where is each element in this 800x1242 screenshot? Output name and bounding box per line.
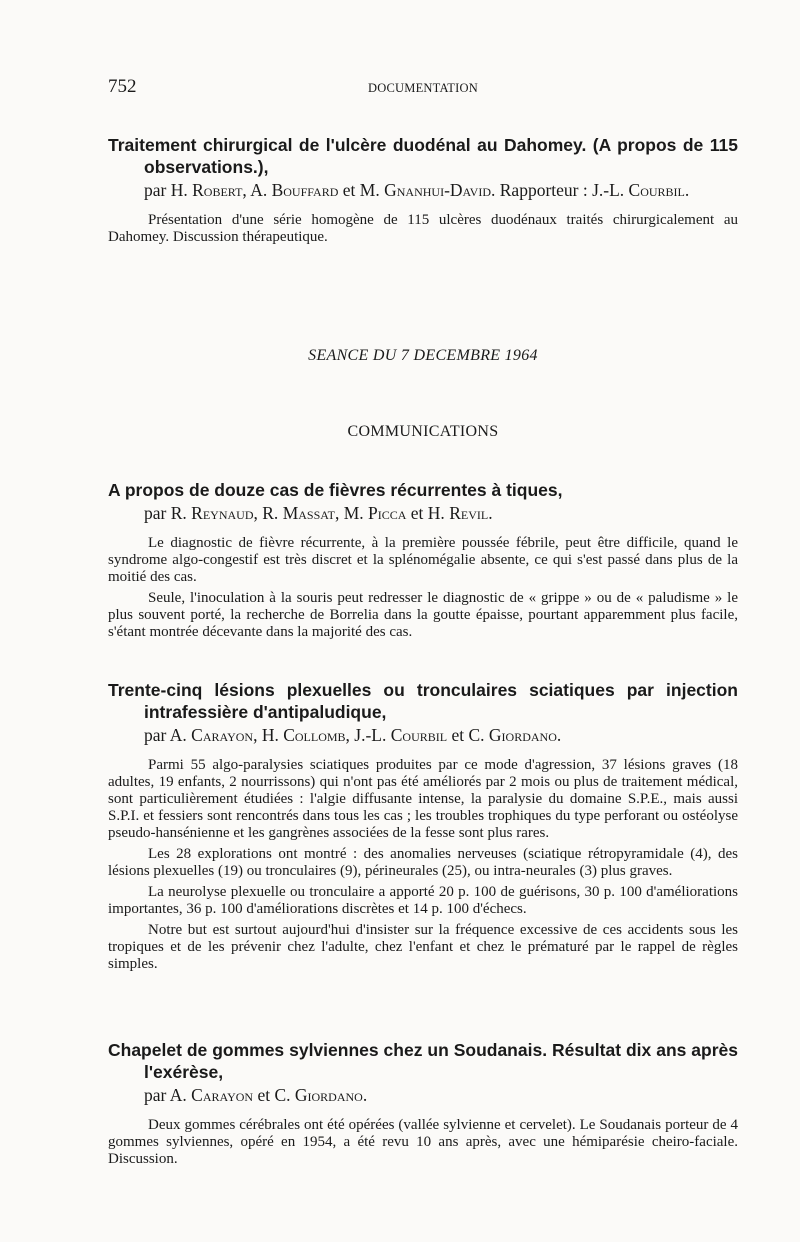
author-name: Bouffard — [271, 180, 339, 200]
author-name: Gnanhui-David — [384, 180, 491, 200]
article-gommes-sylviennes — [108, 1039, 738, 1168]
byline-prefix: par A. — [144, 1085, 192, 1105]
article-authors — [144, 725, 738, 746]
byline-separator: et M. — [338, 180, 385, 200]
byline-separator: , M. — [334, 503, 368, 523]
page-number: 752 — [108, 76, 137, 97]
author-name: Courbil — [628, 180, 685, 200]
article-title: Chapelet de gommes sylviennes chez un Soudanais. Résultat dix ans après l'exérèse, — [108, 1040, 738, 1082]
author-name: Massat — [282, 503, 335, 523]
paragraph: La neurolyse plexuelle ou tronculaire a apporté 20 p. 100 de guérisons, 30 p. 100 d'améliorations importantes, 36 p. 100 d'améliorations discrètes et 14 p. 100 d'échecs. — [108, 884, 738, 917]
article-body — [108, 212, 738, 246]
author-name: Carayon — [191, 1085, 254, 1105]
paragraph: Parmi 55 algo-paralysies sciatiques produites par ce mode d'agression, 37 lésions graves (18 adultes, 19 enfants, 2 nourrissons) qui n'ont pas été améliorés par 2 mois ou plus de traitement médical, sont particulièrement étudiées : l'algie diffusante intense, la paralysie du domaine S.P.E., mais aussi S.P.I. et fessiers sont rencontrés dans tous les cas ; les troubles trophiques du type perforant ou ostéolyse pseudo-hansénienne et les gangrènes associées de la fesse sont plus rares. — [108, 757, 738, 841]
author-name: Giordano — [488, 725, 557, 745]
byline-separator: . — [488, 503, 493, 523]
author-name: Carayon — [191, 725, 254, 745]
article-body — [108, 757, 738, 973]
article-ulcere-duodenal — [108, 134, 738, 246]
paragraph: Le diagnostic de fièvre récurrente, à la première poussée fébrile, peut être difficile, quand le syndrome algo-congestif est très discret et la splénomégalie absente, ce qui s'est passé dans plus de la moitié des cas. — [108, 535, 738, 585]
article-authors — [144, 503, 738, 524]
byline-separator: . — [556, 725, 562, 745]
paragraph: Présentation d'une série homogène de 115 ulcères duodénaux traités chirurgicalement au Dahomey. Discussion thérapeutique. — [108, 212, 738, 245]
byline-separator: , R. — [253, 503, 283, 523]
byline-prefix: par A. — [144, 725, 192, 745]
author-name: Collomb — [283, 725, 346, 745]
byline-prefix: par H. — [144, 180, 193, 200]
page-header — [108, 76, 738, 104]
article-authors — [144, 180, 738, 201]
author-name: Revil — [449, 503, 489, 523]
article-title: Trente-cinq lésions plexuelles ou tronculaires sciatiques par injection intrafessière d'antipaludique, — [108, 680, 738, 722]
byline-prefix: par R. — [144, 503, 192, 523]
article-lesions-sciatiques — [108, 679, 738, 973]
byline-separator: et C. — [253, 1085, 295, 1105]
author-name: Courbil — [390, 725, 448, 745]
byline-separator: , A. — [242, 180, 272, 200]
author-name: Giordano — [294, 1085, 363, 1105]
byline-separator: , H. — [253, 725, 284, 745]
byline-separator: et H. — [406, 503, 450, 523]
author-name: Reynaud — [191, 503, 254, 523]
article-title: A propos de douze cas de fièvres récurrentes à tiques, — [108, 480, 563, 500]
byline-separator: . — [684, 180, 690, 200]
paragraph: Notre but est surtout aujourd'hui d'insister sur la fréquence excessive de ces accidents sous les tropiques et de les prévenir chez l'adulte, chez l'enfant et chez le prématuré par le rappel de règles simples. — [108, 922, 738, 972]
paragraph: Deux gommes cérébrales ont été opérées (vallée sylvienne et cervelet). Le Soudanais porteur de 4 gommes sylviennes, opéré en 1954, a été revu 10 ans après, avec une hémiparésie cheiro-faciale. Discussion. — [108, 1117, 738, 1167]
byline-separator: . — [362, 1085, 368, 1105]
byline-separator: et C. — [447, 725, 489, 745]
article-fievres-recurrentes — [108, 479, 738, 641]
paragraph: Les 28 explorations ont montré : des anomalies nerveuses (sciatique rétropyramidale (4), des lésions plexuelles (19) ou tronculaires (9), périneurales (25), ou intra-neurales (3) plus graves. — [108, 846, 738, 879]
running-title: DOCUMENTATION — [368, 81, 478, 95]
author-name: Picca — [368, 503, 407, 523]
article-body — [108, 535, 738, 641]
paragraph: Seule, l'inoculation à la souris peut redresser le diagnostic de « grippe » ou de « paludisme » le plus souvent porté, la recherche de Borrelia dans la goutte épaisse, pourtant apparemment plus facile, s'étant montrée décevante dans la majorité des cas. — [108, 590, 738, 640]
article-authors — [144, 1085, 738, 1106]
byline-separator: , J.-L. — [345, 725, 391, 745]
author-name: Robert — [192, 180, 243, 200]
session-heading: SEANCE DU 7 DECEMBRE 1964 — [308, 347, 538, 364]
byline-separator: . Rapporteur : J.-L. — [491, 180, 629, 200]
section-heading: COMMUNICATIONS — [347, 423, 499, 440]
article-title: Traitement chirurgical de l'ulcère duodénal au Dahomey. (A propos de 115 observations.), — [108, 135, 738, 177]
article-body — [108, 1117, 738, 1168]
